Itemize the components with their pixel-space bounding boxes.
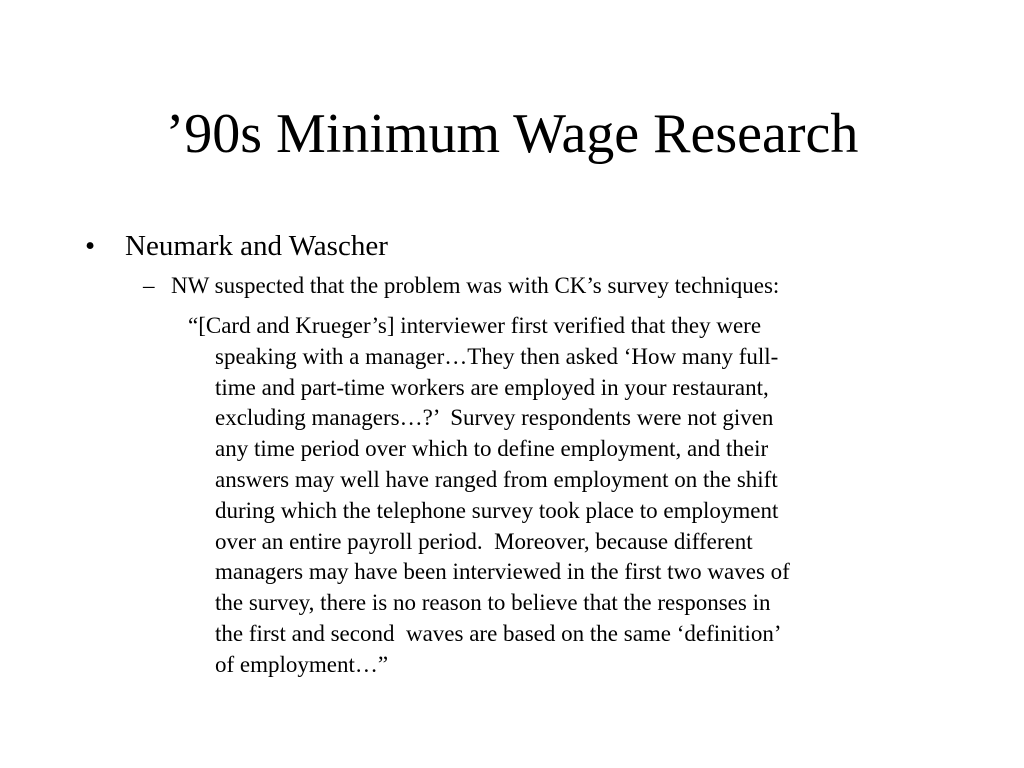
- quote-line: during which the telephone survey took place to employment: [215, 497, 779, 523]
- sub-bullet-marker: –: [143, 273, 155, 298]
- quote-line: managers may have been interviewed in the first two waves of: [215, 559, 790, 585]
- quote-line: over an entire payroll period. Moreover, because different: [215, 528, 753, 554]
- bullet-text: Neumark and Wascher: [125, 230, 388, 262]
- bullet-item: [85, 228, 965, 264]
- sub-bullet-item: [143, 272, 963, 300]
- quote-line: “[Card and Krueger’s] interviewer first verified that they were: [188, 313, 762, 338]
- slide-title: ’90s Minimum Wage Research: [165, 103, 859, 165]
- sub-bullet-text: NW suspected that the problem was with CK’s survey techniques:: [171, 273, 780, 298]
- quote-line: excluding managers…?’ Survey respondents were not given: [215, 405, 774, 431]
- quote-block: [188, 311, 945, 681]
- bullet-marker: •: [85, 230, 96, 262]
- quote-line: speaking with a manager…They then asked ‘How many full-: [215, 343, 779, 369]
- quote-line: the survey, there is no reason to believe that the responses in: [215, 590, 771, 616]
- quote-line: any time period over which to define employment, and their: [215, 436, 769, 462]
- quote-line: answers may well have ranged from employment on the shift: [215, 466, 778, 492]
- quote-line: time and part-time workers are employed in your restaurant,: [215, 374, 769, 400]
- quote-line: the first and second waves are based on the same ‘definition’: [215, 620, 782, 646]
- quote-line: of employment…”: [215, 651, 389, 677]
